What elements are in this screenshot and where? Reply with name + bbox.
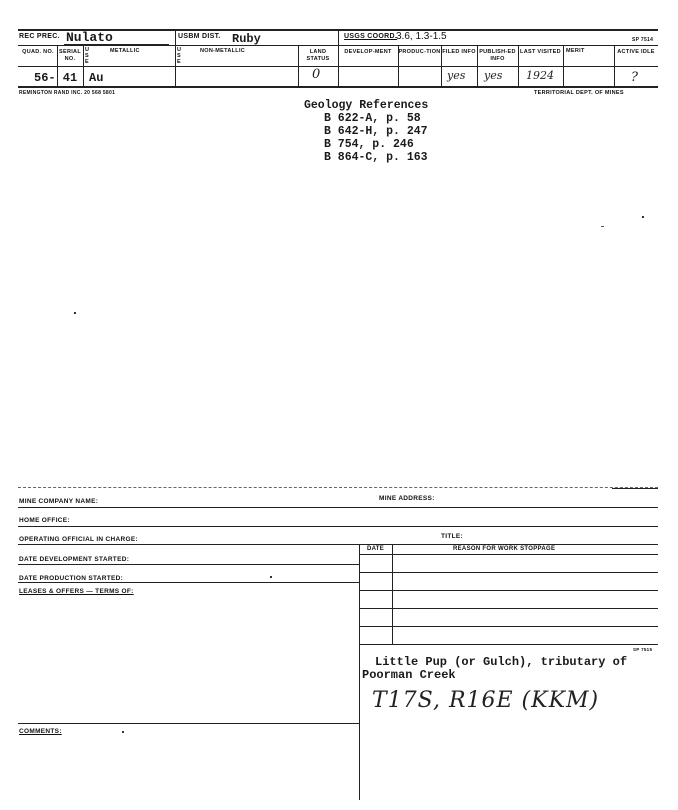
comments-label: COMMENTS: [19, 728, 62, 735]
location-note-line1: Little Pup (or Gulch), tributary of [375, 655, 628, 669]
col-development: DEVELOP-MENT [344, 49, 392, 55]
col-metallic-codes: U S E [85, 47, 90, 65]
usbm-dist-value: Ruby [232, 32, 261, 46]
col-serial-no: SERIAL NO. [59, 49, 81, 62]
val-active-idle: ? [631, 70, 638, 85]
mine-address-label: MINE ADDRESS: [379, 495, 435, 502]
printer-line: REMINGTON RAND INC. 20 568 5801 [19, 90, 116, 96]
date-production-started-label: DATE PRODUCTION STARTED: [19, 575, 124, 582]
col-metallic: METALLIC [110, 48, 140, 54]
col-nonmetallic: NON-METALLIC [200, 48, 246, 54]
val-published-info: yes [484, 69, 503, 82]
col-land-status: LAND STATUS [306, 49, 330, 62]
bottom-form-number: SP 7515 [633, 647, 653, 652]
leases-offers-label: LEASES & OFFERS — TERMS OF: [19, 588, 134, 595]
usgs-coord-value: 3.6, 1.3-1.5 [396, 31, 447, 42]
home-office-label: HOME OFFICE: [19, 517, 70, 524]
date-col-header: DATE [366, 546, 385, 552]
reference-item: B 642-H, p. 247 [324, 125, 428, 138]
title-label: TITLE: [441, 533, 464, 540]
scan-speck [122, 731, 124, 733]
col-published-info: PUBLISH-ED INFO [479, 49, 516, 62]
references-heading: Geology References [304, 99, 429, 112]
scan-speck [642, 216, 644, 218]
scan-speck [270, 576, 272, 578]
val-metallic: Au [89, 71, 104, 85]
handwritten-township: T17S, R16E (KKM) [372, 688, 600, 713]
reference-item: B 864-C, p. 163 [324, 151, 428, 164]
col-last-visited: LAST VISITED [520, 49, 561, 55]
top-form-number: SP 7514 [632, 37, 654, 43]
col-active-idle: ACTIVE IDLE [617, 49, 655, 55]
usbm-dist-label: USBM DIST. [178, 33, 221, 40]
val-quad-serial: 56- 41 [34, 71, 78, 85]
usgs-coord-label: USGS COORD. [344, 33, 398, 40]
col-quad-no: QUAD. NO. [22, 49, 54, 55]
reference-item: B 622-A, p. 58 [324, 112, 421, 125]
col-production: PRODUC-TION [398, 49, 441, 55]
col-filed-info: FILED INFO [442, 49, 476, 55]
scan-speck [74, 312, 76, 314]
mine-company-name-label: MINE COMPANY NAME: [19, 498, 99, 505]
date-development-started-label: DATE DEVELOPMENT STARTED: [19, 556, 130, 563]
scan-speck [601, 226, 604, 227]
val-filed-info: yes [447, 69, 466, 82]
val-last-visited: 1924 [526, 69, 554, 82]
rec-prec-value: Nulato [66, 30, 113, 45]
operating-official-label: OPERATING OFFICIAL IN CHARGE: [19, 536, 138, 543]
reference-item: B 754, p. 246 [324, 138, 414, 151]
col-nonmetallic-codes: U S E [177, 47, 182, 65]
location-note-line2: Poorman Creek [362, 668, 456, 682]
val-land-status: 0 [312, 67, 321, 82]
territorial-dept: TERRITORIAL DEPT. OF MINES [534, 90, 624, 96]
reason-col-header: REASON FOR WORK STOPPAGE [453, 546, 556, 552]
col-merit: MERIT [566, 48, 585, 54]
rec-prec-label: REC PREC. [19, 33, 60, 40]
